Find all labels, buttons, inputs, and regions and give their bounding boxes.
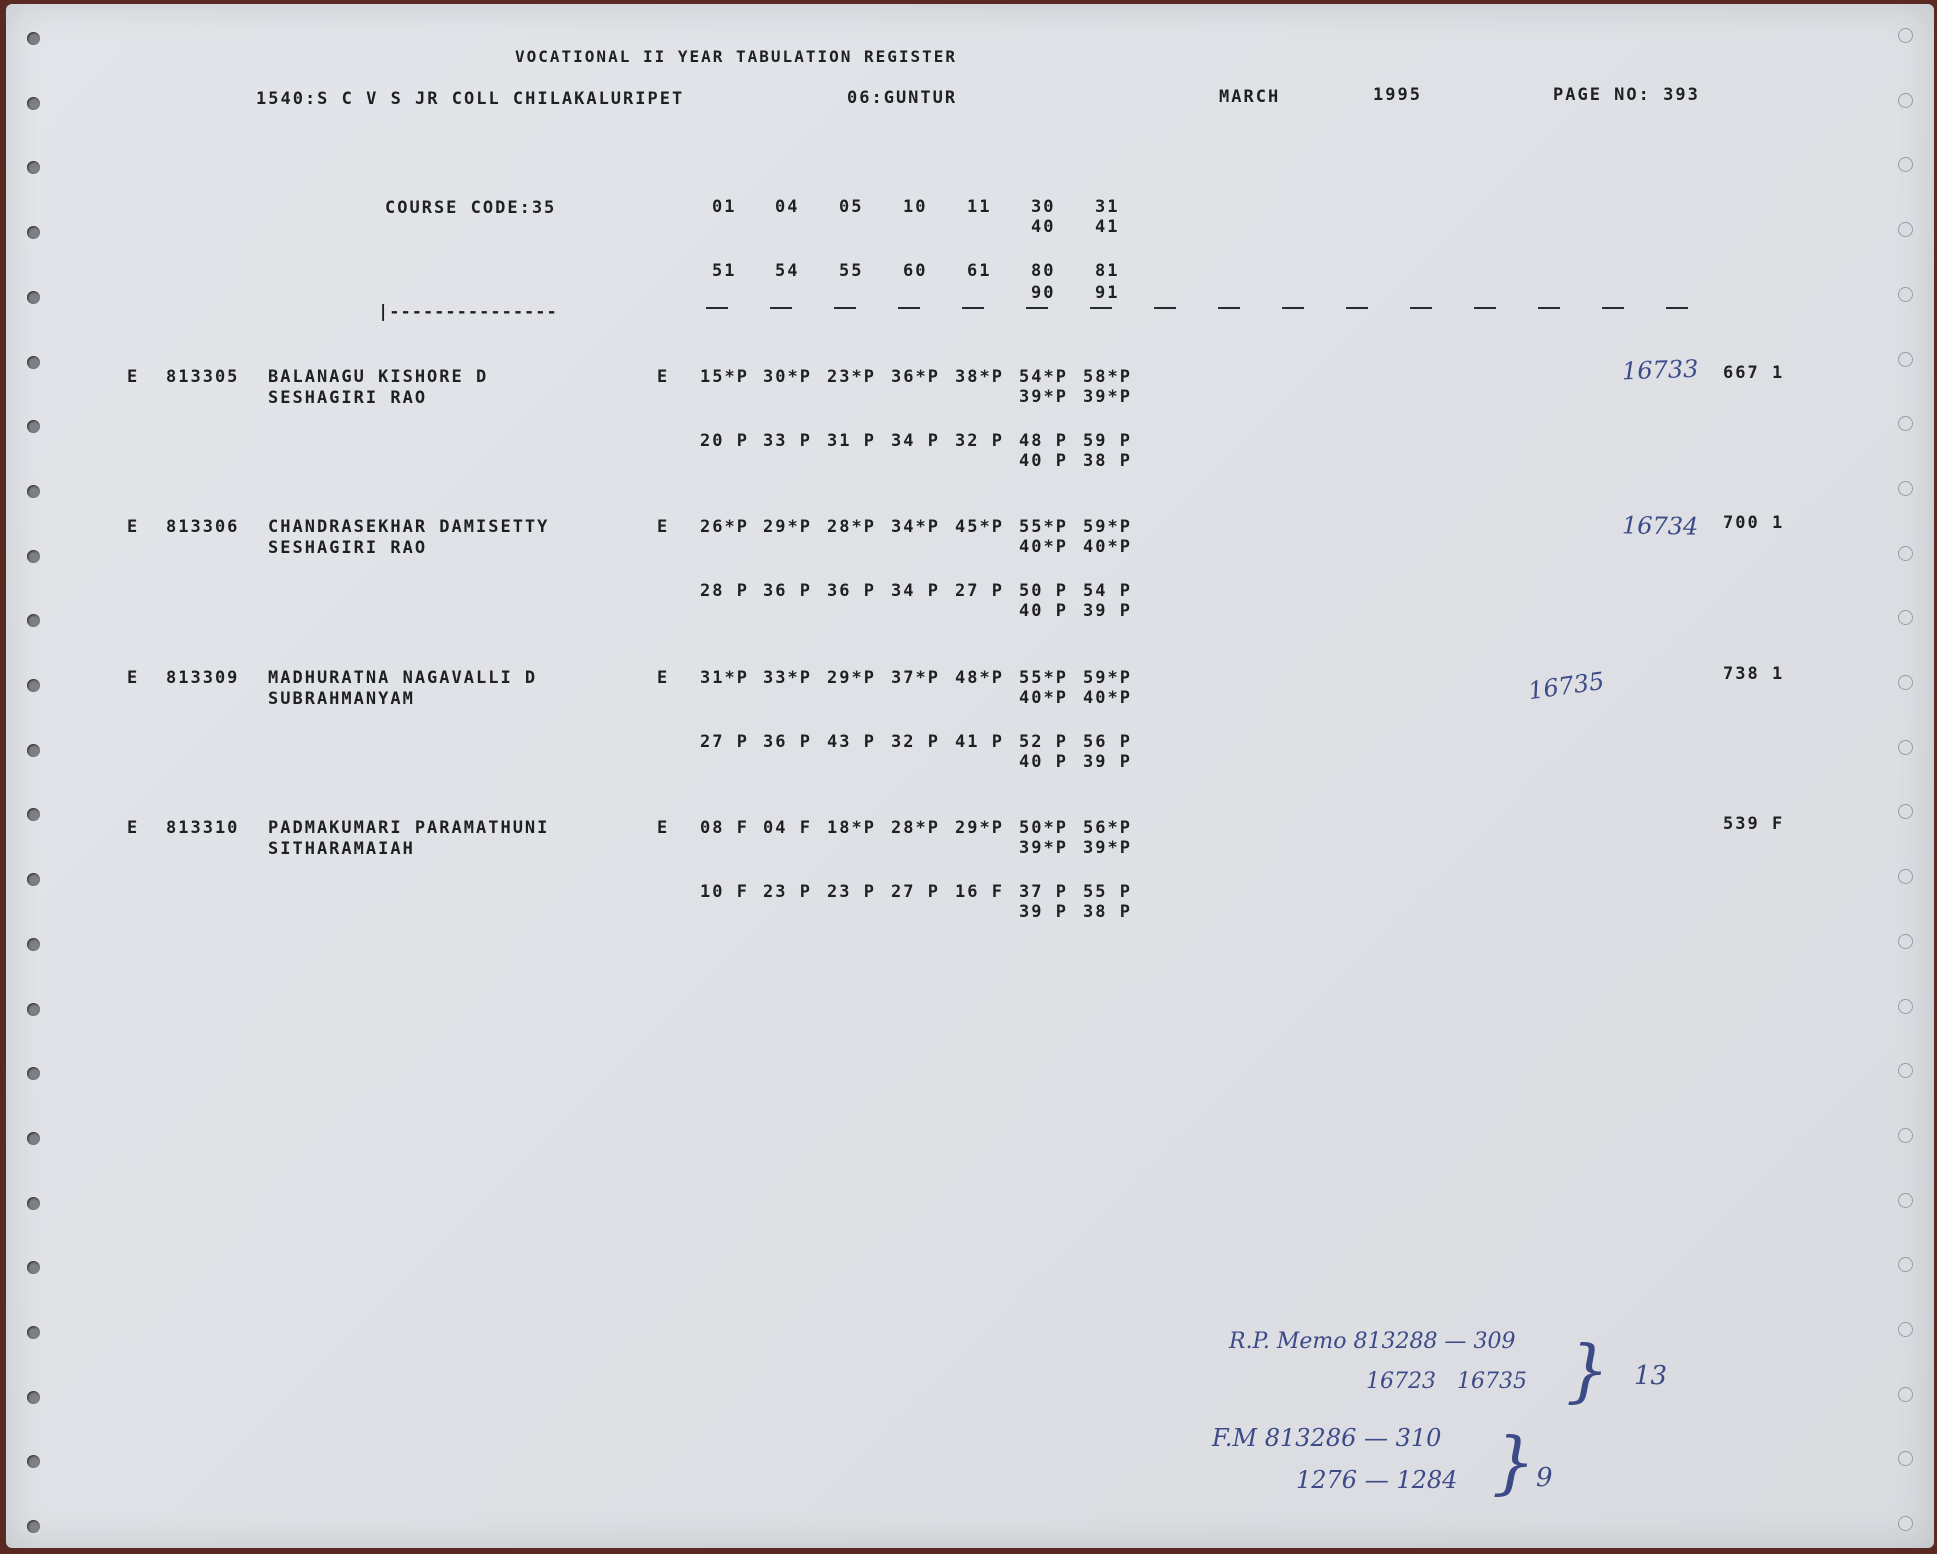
- column-dash: [1602, 307, 1624, 309]
- register-title: VOCATIONAL II YEAR TABULATION REGISTER: [515, 47, 958, 66]
- column-dash: [1282, 307, 1304, 309]
- subject-mark: 16 F: [955, 882, 1004, 902]
- column-dash: [770, 307, 792, 309]
- column-dash: [1218, 307, 1240, 309]
- feed-hole-icon: [27, 1261, 40, 1274]
- brace-icon: }: [1566, 1332, 1610, 1411]
- feed-hole-icon: [1898, 481, 1913, 496]
- subject-mark: 38 P: [1083, 902, 1132, 922]
- subject-code: 91: [1095, 283, 1120, 303]
- subject-mark: 45*P: [955, 517, 1004, 537]
- column-dash: [1538, 307, 1560, 309]
- course-rule: |---------------: [378, 302, 558, 322]
- medium-code: E: [657, 668, 670, 688]
- subject-mark: 36*P: [891, 367, 940, 387]
- subject-mark: 31 P: [827, 431, 876, 451]
- medium-code: E: [657, 367, 670, 387]
- total-result: 539 F: [1723, 814, 1785, 834]
- feed-hole-icon: [1898, 1516, 1913, 1531]
- feed-hole-icon: [1898, 999, 1913, 1014]
- feed-hole-icon: [27, 1067, 40, 1080]
- feed-hole-icon: [1898, 352, 1913, 367]
- subject-code: 40: [1031, 217, 1056, 237]
- feed-hole-icon: [27, 1455, 40, 1468]
- subject-mark: 28 P: [700, 581, 749, 601]
- column-dash: [834, 307, 856, 309]
- feed-hole-icon: [27, 1391, 40, 1404]
- course-code-label: COURSE CODE:35: [385, 198, 557, 218]
- subject-mark: 40*P: [1019, 688, 1068, 708]
- subject-mark: 08 F: [700, 818, 749, 838]
- subject-mark: 55*P: [1019, 517, 1068, 537]
- subject-mark: 26*P: [700, 517, 749, 537]
- subject-mark: 33*P: [763, 668, 812, 688]
- feed-hole-icon: [1898, 1063, 1913, 1078]
- subject-mark: 39 P: [1019, 902, 1068, 922]
- exam-month: MARCH: [1219, 87, 1281, 107]
- subject-mark: 37 P: [1019, 882, 1068, 902]
- exam-flag: E: [127, 668, 140, 688]
- subject-mark: 23 P: [763, 882, 812, 902]
- feed-hole-icon: [27, 291, 40, 304]
- column-dash: [1026, 307, 1048, 309]
- parent-name: SESHAGIRI RAO: [268, 538, 428, 558]
- parent-name: SESHAGIRI RAO: [268, 388, 428, 408]
- subject-mark: 39 P: [1083, 752, 1132, 772]
- district-name: 06:GUNTUR: [847, 88, 958, 108]
- subject-mark: 41 P: [955, 732, 1004, 752]
- subject-code: 01: [712, 197, 737, 217]
- subject-mark: 40*P: [1083, 688, 1132, 708]
- subject-mark: 27 P: [700, 732, 749, 752]
- subject-mark: 33 P: [763, 431, 812, 451]
- feed-hole-icon: [27, 226, 40, 239]
- subject-mark: 59*P: [1083, 517, 1132, 537]
- subject-mark: 23*P: [827, 367, 876, 387]
- subject-mark: 39*P: [1083, 838, 1132, 858]
- subject-mark: 10 F: [700, 882, 749, 902]
- feed-hole-icon: [27, 550, 40, 563]
- subject-mark: 48 P: [1019, 431, 1068, 451]
- feed-hole-icon: [27, 938, 40, 951]
- feed-hole-icon: [1898, 546, 1913, 561]
- feed-hole-icon: [27, 1132, 40, 1145]
- brace-icon: }: [1492, 1424, 1536, 1503]
- note-rp-count: 13: [1634, 1361, 1668, 1391]
- feed-hole-icon: [1898, 1322, 1913, 1337]
- subject-mark: 58*P: [1083, 367, 1132, 387]
- subject-code: 51: [712, 261, 737, 281]
- subject-mark: 29*P: [763, 517, 812, 537]
- column-dash: [1154, 307, 1176, 309]
- column-dash: [1666, 307, 1688, 309]
- subject-mark: 15*P: [700, 367, 749, 387]
- feed-hole-icon: [1898, 1193, 1913, 1208]
- subject-mark: 39*P: [1083, 387, 1132, 407]
- subject-mark: 34*P: [891, 517, 940, 537]
- subject-mark: 55 P: [1083, 882, 1132, 902]
- exam-flag: E: [127, 517, 140, 537]
- feed-hole-icon: [27, 1197, 40, 1210]
- subject-mark: 30*P: [763, 367, 812, 387]
- exam-year: 1995: [1373, 85, 1422, 105]
- roll-number: 813306: [166, 517, 240, 537]
- tabulation-sheet: [6, 4, 1934, 1548]
- feed-hole-icon: [1898, 416, 1913, 431]
- subject-mark: 36 P: [763, 732, 812, 752]
- subject-mark: 28*P: [891, 818, 940, 838]
- column-dash: [898, 307, 920, 309]
- roll-number: 813305: [166, 367, 240, 387]
- parent-name: SUBRAHMANYAM: [268, 689, 415, 709]
- subject-mark: 43 P: [827, 732, 876, 752]
- feed-hole-icon: [27, 32, 40, 45]
- subject-mark: 59*P: [1083, 668, 1132, 688]
- subject-mark: 29*P: [955, 818, 1004, 838]
- feed-hole-icon: [27, 1520, 40, 1533]
- column-dash: [1090, 307, 1112, 309]
- subject-code: 60: [903, 261, 928, 281]
- subject-mark: 34 P: [891, 581, 940, 601]
- feed-hole-icon: [1898, 222, 1913, 237]
- feed-hole-icon: [1898, 804, 1913, 819]
- note-rp-memo: R.P. Memo 813288 — 309: [1229, 1329, 1516, 1354]
- subject-mark: 04 F: [763, 818, 812, 838]
- subject-mark: 40 P: [1019, 601, 1068, 621]
- page-number: PAGE NO: 393: [1553, 85, 1700, 105]
- feed-hole-icon: [1898, 610, 1913, 625]
- subject-mark: 18*P: [827, 818, 876, 838]
- note-fm-range: 1276 — 1284: [1296, 1466, 1458, 1494]
- feed-hole-icon: [27, 356, 40, 369]
- roll-number: 813310: [166, 818, 240, 838]
- subject-mark: 32 P: [891, 732, 940, 752]
- subject-mark: 34 P: [891, 431, 940, 451]
- feed-hole-icon: [1898, 934, 1913, 949]
- student-name: MADHURATNA NAGAVALLI D: [268, 668, 538, 688]
- feed-hole-icon: [27, 1003, 40, 1016]
- subject-mark: 36 P: [827, 581, 876, 601]
- subject-mark: 27 P: [955, 581, 1004, 601]
- student-name: BALANAGU KISHORE D: [268, 367, 489, 387]
- total-result: 738 1: [1723, 664, 1785, 684]
- feed-hole-icon: [27, 1326, 40, 1339]
- exam-flag: E: [127, 818, 140, 838]
- feed-hole-icon: [27, 679, 40, 692]
- subject-code: 11: [967, 197, 992, 217]
- subject-code: 54: [775, 261, 800, 281]
- medium-code: E: [657, 517, 670, 537]
- column-dash: [1410, 307, 1432, 309]
- note-fm: F.M 813286 — 310: [1212, 1424, 1442, 1452]
- subject-mark: 36 P: [763, 581, 812, 601]
- subject-code: 80: [1031, 261, 1056, 281]
- subject-mark: 27 P: [891, 882, 940, 902]
- note-fm-count: 9: [1536, 1463, 1553, 1493]
- subject-code: 41: [1095, 217, 1120, 237]
- feed-hole-icon: [1898, 157, 1913, 172]
- medium-code: E: [657, 818, 670, 838]
- subject-mark: 56 P: [1083, 732, 1132, 752]
- subject-mark: 54 P: [1083, 581, 1132, 601]
- feed-hole-icon: [1898, 869, 1913, 884]
- subject-code: 61: [967, 261, 992, 281]
- subject-mark: 52 P: [1019, 732, 1068, 752]
- subject-mark: 40*P: [1019, 537, 1068, 557]
- feed-hole-icon: [27, 420, 40, 433]
- subject-mark: 59 P: [1083, 431, 1132, 451]
- subject-mark: 32 P: [955, 431, 1004, 451]
- subject-code: 31: [1095, 197, 1120, 217]
- feed-hole-icon: [27, 808, 40, 821]
- handwritten-serial: 16733: [1621, 354, 1699, 386]
- subject-mark: 29*P: [827, 668, 876, 688]
- subject-mark: 38 P: [1083, 451, 1132, 471]
- subject-mark: 39*P: [1019, 387, 1068, 407]
- subject-mark: 23 P: [827, 882, 876, 902]
- subject-code: 30: [1031, 197, 1056, 217]
- feed-hole-icon: [1898, 93, 1913, 108]
- exam-flag: E: [127, 367, 140, 387]
- subject-code: 05: [839, 197, 864, 217]
- total-result: 667 1: [1723, 363, 1785, 383]
- subject-mark: 39 P: [1083, 601, 1132, 621]
- subject-mark: 55*P: [1019, 668, 1068, 688]
- subject-mark: 48*P: [955, 668, 1004, 688]
- feed-hole-icon: [27, 744, 40, 757]
- subject-mark: 40*P: [1083, 537, 1132, 557]
- column-dash: [706, 307, 728, 309]
- subject-mark: 31*P: [700, 668, 749, 688]
- handwritten-serial: 16735: [1526, 666, 1606, 706]
- note-rp-range: 16723 16735: [1366, 1369, 1527, 1394]
- feed-hole-icon: [1898, 740, 1913, 755]
- roll-number: 813309: [166, 668, 240, 688]
- subject-mark: 56*P: [1083, 818, 1132, 838]
- column-dash: [1474, 307, 1496, 309]
- feed-hole-icon: [1898, 287, 1913, 302]
- feed-hole-icon: [27, 161, 40, 174]
- subject-code: 55: [839, 261, 864, 281]
- feed-hole-icon: [1898, 1257, 1913, 1272]
- subject-code: 90: [1031, 283, 1056, 303]
- feed-hole-icon: [1898, 675, 1913, 690]
- subject-mark: 38*P: [955, 367, 1004, 387]
- subject-mark: 37*P: [891, 668, 940, 688]
- subject-code: 81: [1095, 261, 1120, 281]
- subject-mark: 40 P: [1019, 752, 1068, 772]
- college-name: 1540:S C V S JR COLL CHILAKALURIPET: [256, 89, 685, 109]
- subject-mark: 20 P: [700, 431, 749, 451]
- student-name: PADMAKUMARI PARAMATHUNI: [268, 818, 550, 838]
- subject-mark: 50 P: [1019, 581, 1068, 601]
- subject-mark: 28*P: [827, 517, 876, 537]
- feed-hole-icon: [27, 873, 40, 886]
- feed-hole-icon: [1898, 28, 1913, 43]
- subject-mark: 50*P: [1019, 818, 1068, 838]
- feed-hole-icon: [27, 614, 40, 627]
- total-result: 700 1: [1723, 513, 1785, 533]
- subject-mark: 40 P: [1019, 451, 1068, 471]
- subject-mark: 54*P: [1019, 367, 1068, 387]
- feed-hole-icon: [1898, 1451, 1913, 1466]
- column-dash: [1346, 307, 1368, 309]
- column-dash: [962, 307, 984, 309]
- student-name: CHANDRASEKHAR DAMISETTY: [268, 517, 550, 537]
- subject-mark: 39*P: [1019, 838, 1068, 858]
- subject-code: 04: [775, 197, 800, 217]
- feed-hole-icon: [27, 485, 40, 498]
- feed-hole-icon: [1898, 1387, 1913, 1402]
- subject-code: 10: [903, 197, 928, 217]
- parent-name: SITHARAMAIAH: [268, 839, 415, 859]
- feed-hole-icon: [1898, 1128, 1913, 1143]
- feed-hole-icon: [27, 97, 40, 110]
- handwritten-serial: 16734: [1621, 511, 1699, 541]
